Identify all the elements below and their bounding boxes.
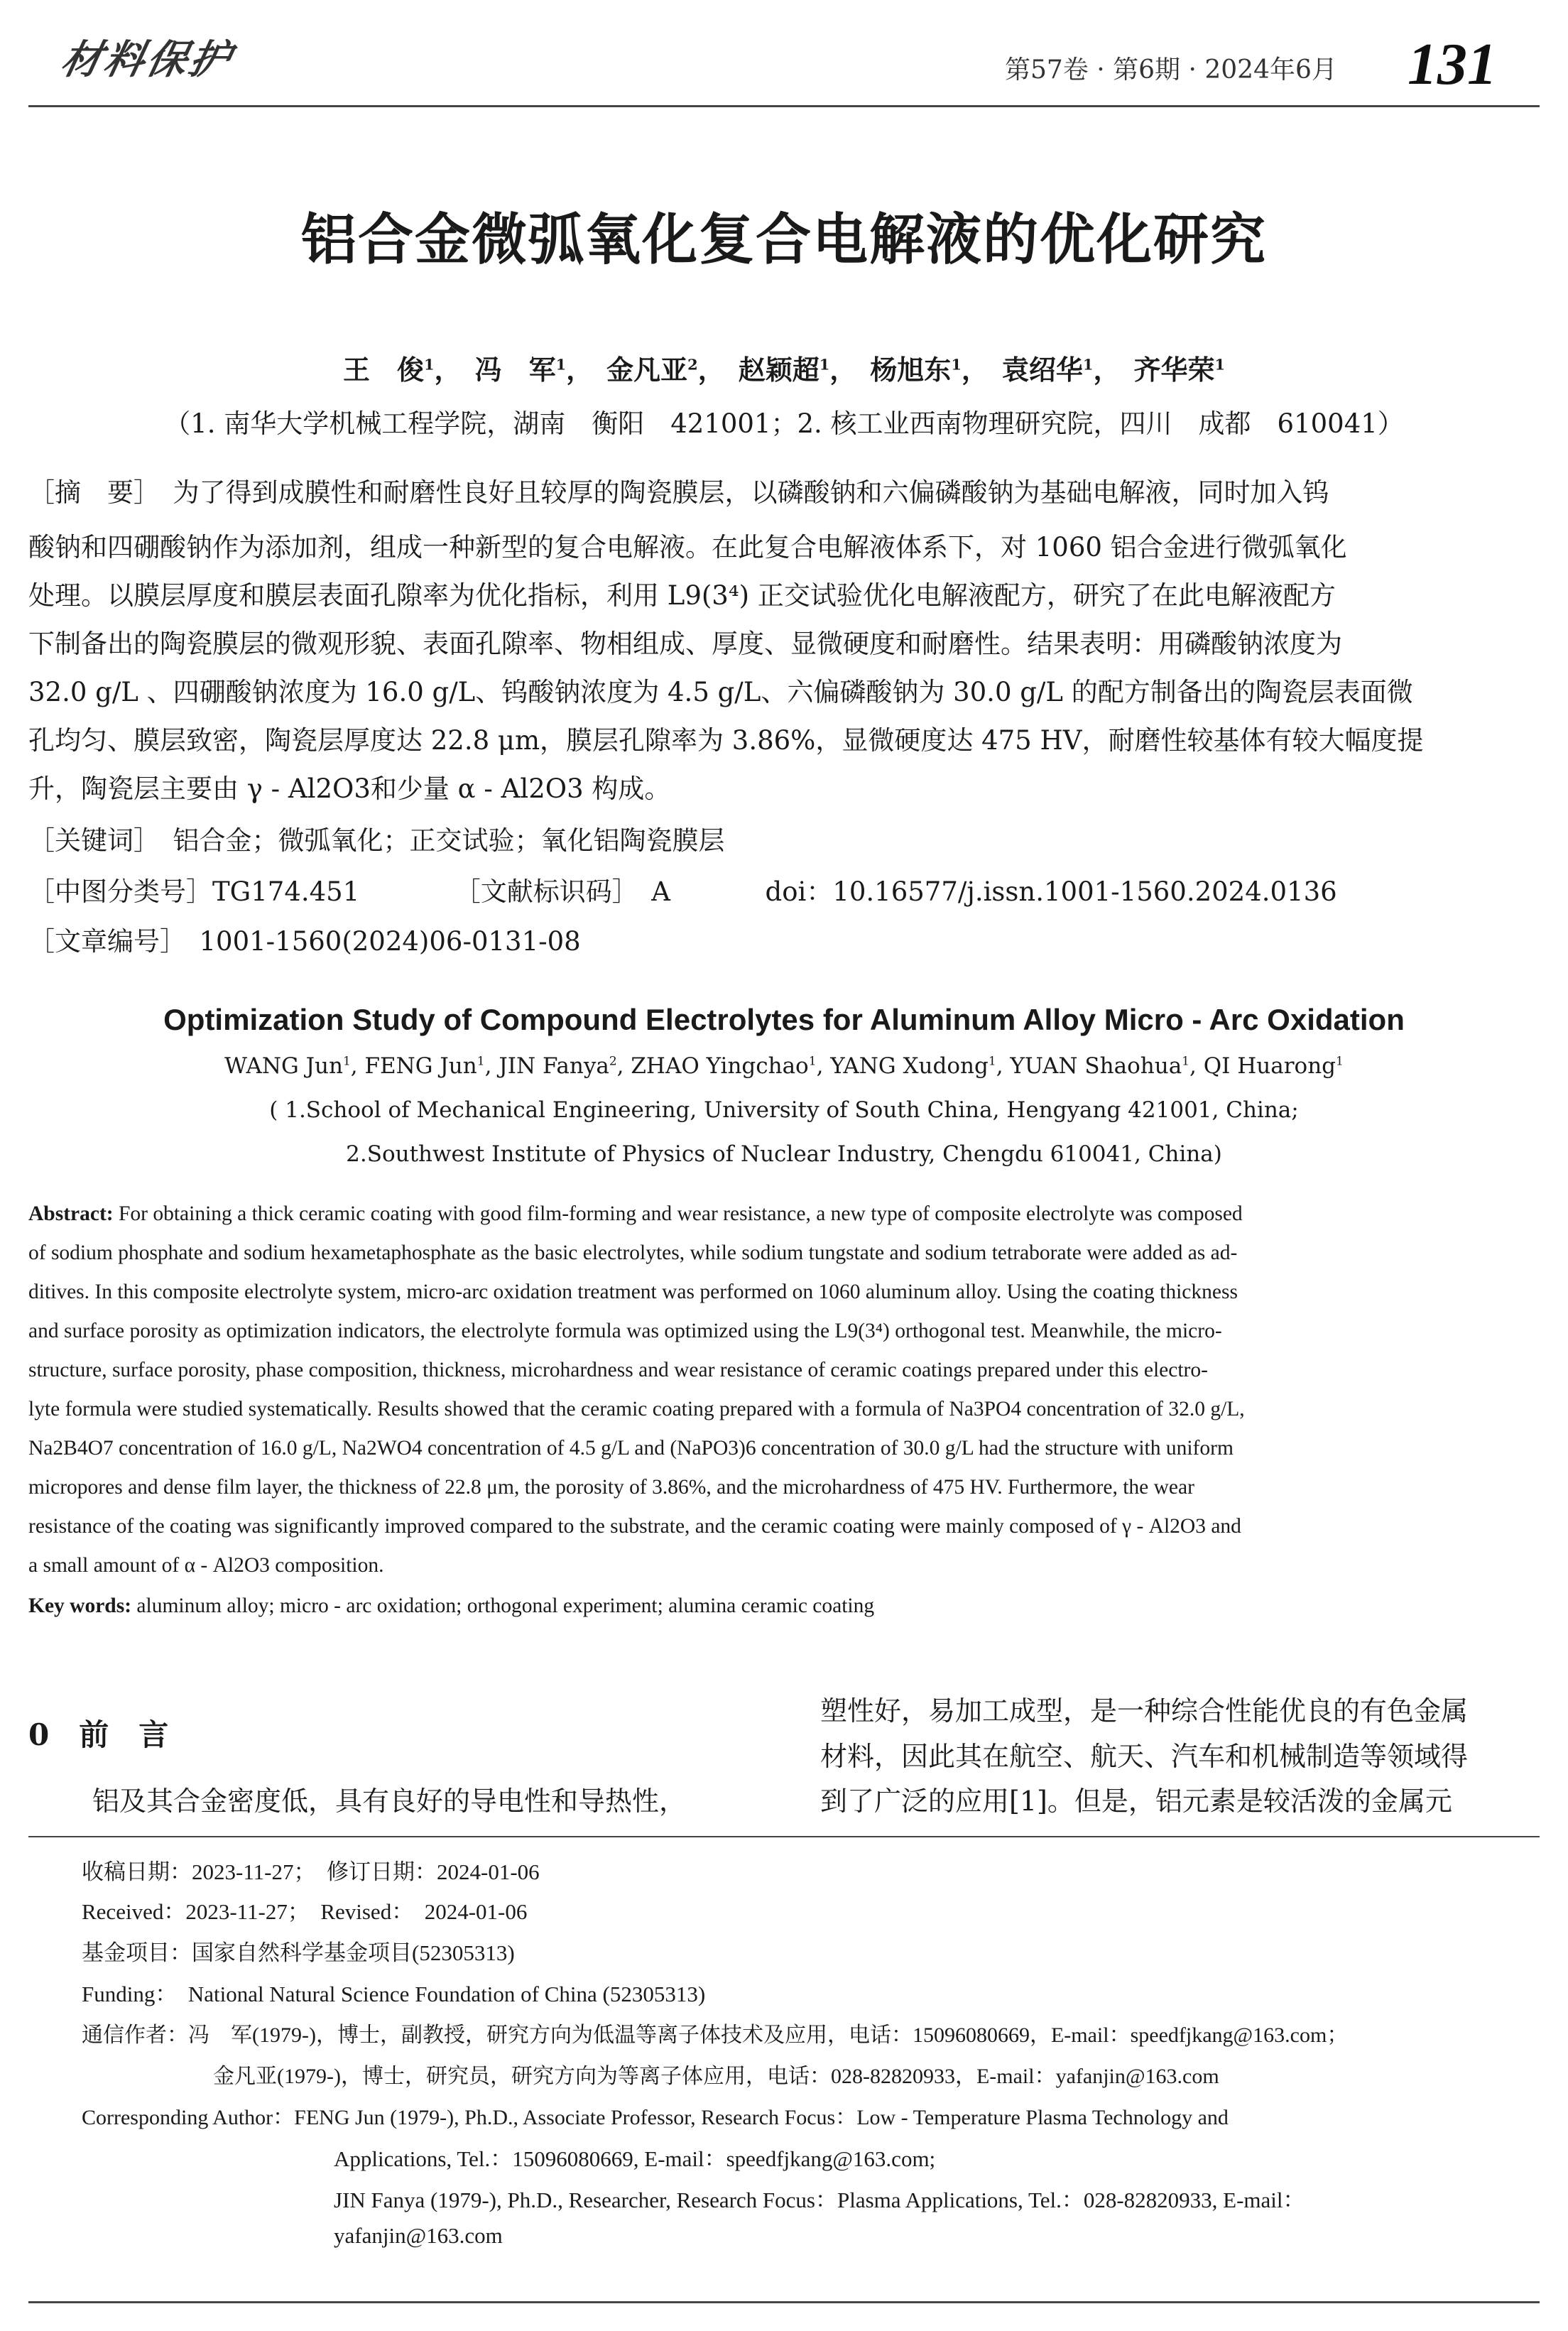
affiliation-en-2: 2.Southwest Institute of Physics of Nuclear Industry, Chengdu 610041, China) xyxy=(346,1141,1222,1167)
abstract-en-line-9: resistance of the coating was significantly improved compared to the substrate, and the ceramic coating were mainly composed of γ - Al2O3 and xyxy=(28,1515,1241,1538)
footnote-funding-en: Funding： National Natural Science Foundation of China (52305313) xyxy=(82,1982,706,2006)
header-rule xyxy=(28,105,1540,107)
abstract-en-line-5: structure, surface porosity, phase composition, thickness, microhardness and wear resistance of ceramic coatings prepared under this electro- xyxy=(28,1359,1208,1381)
abstract-zh-line-4: 下制备出的陶瓷膜层的微观形貌、表面孔隙率、物相组成、厚度、显微硬度和耐磨性。结果表明：用磷酸钠浓度为 xyxy=(28,629,1342,659)
affiliation-mark: 1 xyxy=(477,1054,485,1069)
abstract-en-line-8: micropores and dense film layer, the thickness of 22.8 μm, the porosity of 3.86%, and the microhardness of 475 HV. Furthermore, the wear xyxy=(28,1476,1194,1499)
affiliation-mark: 1 xyxy=(1336,1054,1344,1069)
author-name: 杨旭东 xyxy=(870,354,952,386)
footnote-corresponding-en-2: Applications, Tel.：15096080669, E-mail：speedfjkang@163.com; xyxy=(334,2146,936,2171)
author-name: QI Huarong xyxy=(1203,1053,1336,1079)
page-number: 131 xyxy=(1408,31,1497,97)
footnote-corresponding-en-3: JIN Fanya (1979-), Ph.D., Researcher, Research Focus：Plasma Applications, Tel.：028-82820933, E-mail： xyxy=(334,2188,1305,2212)
article-title-zh: 铝合金微弧氧化复合电解液的优化研究 xyxy=(300,207,1267,272)
journal-logo: 材料保护 xyxy=(57,36,238,83)
abstract-zh-line-7: 升，陶瓷层主要由 γ - Al2O3和少量 α - Al2O3 构成。 xyxy=(28,773,671,804)
footnote-corresponding-zh-2: 金凡亚(1979-)，博士，研究员，研究方向为等离子体应用，电话：028-82820933，E-mail：yafanjin@163.com xyxy=(213,2065,1219,2088)
footnote-received-zh: 收稿日期：2023-11-27； 修订日期：2024-01-06 xyxy=(82,1859,540,1884)
abstract-zh-label: ［摘 要］ xyxy=(28,477,147,508)
intro-right-line-2: 材料，因此其在航空、航天、汽车和机械制造等领域得 xyxy=(820,1741,1469,1772)
article-number: ［文章编号］ 1001-1560(2024)06-0131-08 xyxy=(28,926,581,957)
footnote-received-en: Received：2023-11-27； Revised： 2024-01-06 xyxy=(82,1899,528,1924)
abstract-en-label: Abstract: xyxy=(28,1202,114,1225)
affiliation-mark: 1 xyxy=(1082,355,1094,374)
author-name: 赵颖超 xyxy=(738,354,820,386)
keywords-en: Key words: aluminum alloy; micro - arc oxidation; orthogonal experiment; alumina ceramic coating xyxy=(28,1594,875,1617)
abstract-en-line-10: a small amount of α - Al2O3 composition. xyxy=(28,1554,384,1577)
affiliation-mark: 1 xyxy=(808,1054,817,1069)
affiliation-mark: 1 xyxy=(819,355,830,374)
affiliation-mark: 1 xyxy=(342,1054,351,1069)
abstract-en-line-2: of sodium phosphate and sodium hexametaphosphate as the basic electrolytes, while sodium tungstate and sodium tetraborate were added as ad- xyxy=(28,1241,1238,1264)
abstract-en-line-6: lyte formula were studied systematically. Results showed that the ceramic coating prepared with a formula of Na3PO4 concentration of 32.0 g/L, xyxy=(28,1398,1245,1420)
affiliation-mark: 2 xyxy=(609,1054,617,1069)
abstract-zh-line-6: 孔均匀、膜层致密，陶瓷层厚度达 22.8 μm，膜层孔隙率为 3.86%，显微硬度达 475 HV，耐磨性较基体有较大幅度提 xyxy=(28,725,1424,756)
footnote-funding-zh: 基金项目：国家自然科学基金项目(52305313) xyxy=(82,1940,515,1965)
author-name: YUAN Shaohua xyxy=(1010,1053,1182,1079)
abstract-en-line-3: ditives. In this composite electrolyte system, micro-arc oxidation treatment was performed on 1060 aluminum alloy. Using the coating thickness xyxy=(28,1281,1238,1303)
author-name: 袁绍华 xyxy=(1001,354,1083,386)
article-title-en: Optimization Study of Compound Electrolytes for Aluminum Alloy Micro - Arc Oxidation xyxy=(163,1003,1405,1036)
doi: 10.16577/j.issn.1001-1560.2024.0136 xyxy=(832,876,1337,907)
issue-info: 第57卷 · 第6期 · 2024年6月 xyxy=(1005,55,1337,85)
classification-row: ［中图分类号］TG174.451 ［文献标识码］ A doi：10.16577/j.issn.1001-1560.2024.0136 xyxy=(28,876,1337,907)
abstract-zh-line-5: 32.0 g/L 、四硼酸钠浓度为 16.0 g/L、钨酸钠浓度为 4.5 g/L、六偏磷酸钠为 30.0 g/L 的配方制备出的陶瓷层表面微 xyxy=(28,677,1413,707)
section-heading-intro: 0 前 言 xyxy=(28,1717,169,1752)
intro-left-line: 铝及其合金密度低，具有良好的导电性和导热性， xyxy=(92,1786,687,1817)
affiliation-mark: 1 xyxy=(424,355,435,374)
author-name: ZHAO Yingchao xyxy=(631,1053,809,1079)
affiliation-mark: 1 xyxy=(1214,355,1226,374)
footnote-corresponding-en-1: Corresponding Author：FENG Jun (1979-), Ph.D., Associate Professor, Research Focus：Low - Temperature Plasma Technology and xyxy=(82,2106,1229,2129)
author-name: 冯 军 xyxy=(474,354,556,386)
author-name: WANG Jun xyxy=(224,1053,343,1079)
author-name: 王 俊 xyxy=(342,354,424,386)
affiliation-mark: 1 xyxy=(988,1054,996,1069)
author-list-en: WANG Jun$^1$, FENG Jun$^1$, JIN Fanya$^2$, ZHAO Yingchao$^1$, YANG Xudong$^1$, YUAN Shaohua$^1$, QI Huarong$^1$ xyxy=(224,1053,1344,1079)
abstract-en-line-1: Abstract: For obtaining a thick ceramic coating with good film-forming and wear resistance, a new type of composite electrolyte was composed xyxy=(28,1202,1243,1225)
abstract-en-line-4: and surface porosity as optimization indicators, the electrolyte formula was optimized using the L9(3⁴) orthogonal test. Meanwhile, the micro- xyxy=(28,1320,1222,1342)
abstract-zh-line-1: ［摘 要］ 为了得到成膜性和耐磨性良好且较厚的陶瓷膜层，以磷酸钠和六偏磷酸钠为基础电解液，同时加入钨 xyxy=(28,477,1329,508)
affiliations-zh: （1. 南华大学机械工程学院，湖南 衡阳 421001；2. 核工业西南物理研究院，四川 成都 610041） xyxy=(164,408,1404,439)
author-name: JIN Fanya xyxy=(499,1053,609,1079)
abstract-en-line-7: Na2B4O7 concentration of 16.0 g/L, Na2WO4 concentration of 4.5 g/L and (NaPO3)6 concentration of 30.0 g/L had the structure with uniform xyxy=(28,1437,1234,1460)
author-name: FENG Jun xyxy=(364,1053,477,1079)
footnote-corresponding-zh-1: 通信作者：冯 军(1979-)，博士，副教授，研究方向为低温等离子体技术及应用，电话：15096080669，E-mail：speedfjkang@163.com； xyxy=(82,2023,1349,2047)
author-name: YANG Xudong xyxy=(830,1053,989,1079)
footer-rule xyxy=(28,2301,1540,2303)
affiliation-mark: 1 xyxy=(1182,1054,1190,1069)
abstract-zh-line-3: 处理。以膜层厚度和膜层表面孔隙率为优化指标，利用 L9(3⁴) 正交试验优化电解液配方，研究了在此电解液配方 xyxy=(28,580,1336,611)
author-list-zh: 王 俊$^1$， 冯 军$^1$， 金凡亚$^2$， 赵颖超$^1$， 杨旭东$^1$， 袁绍华$^1$， 齐华荣$^1$ xyxy=(342,354,1226,386)
intro-right-line-1: 塑性好，易加工成型，是一种综合性能优良的有色金属 xyxy=(820,1695,1469,1727)
author-name: 齐华荣 xyxy=(1133,354,1215,386)
affiliation-mark: 1 xyxy=(951,355,962,374)
affiliation-mark: 1 xyxy=(555,355,567,374)
abstract-zh-line-2: 酸钠和四硼酸钠作为添加剂，组成一种新型的复合电解液。在此复合电解液体系下，对 1060 铝合金进行微弧氧化 xyxy=(28,532,1347,563)
affiliation-en-1: ( 1.School of Mechanical Engineering, University of South China, Hengyang 421001, China; xyxy=(269,1097,1299,1123)
author-name: 金凡亚 xyxy=(606,354,688,386)
keywords-zh: ［关键词］ 铝合金；微弧氧化；正交试验；氧化铝陶瓷膜层 xyxy=(28,825,725,856)
intro-right-line-3: 到了广泛的应用[1]。但是，铝元素是较活泼的金属元 xyxy=(820,1786,1452,1817)
affiliation-mark: 2 xyxy=(687,355,698,374)
footnote-corresponding-en-4: yafanjin@163.com xyxy=(334,2223,503,2248)
footnote-rule xyxy=(28,1836,1540,1837)
